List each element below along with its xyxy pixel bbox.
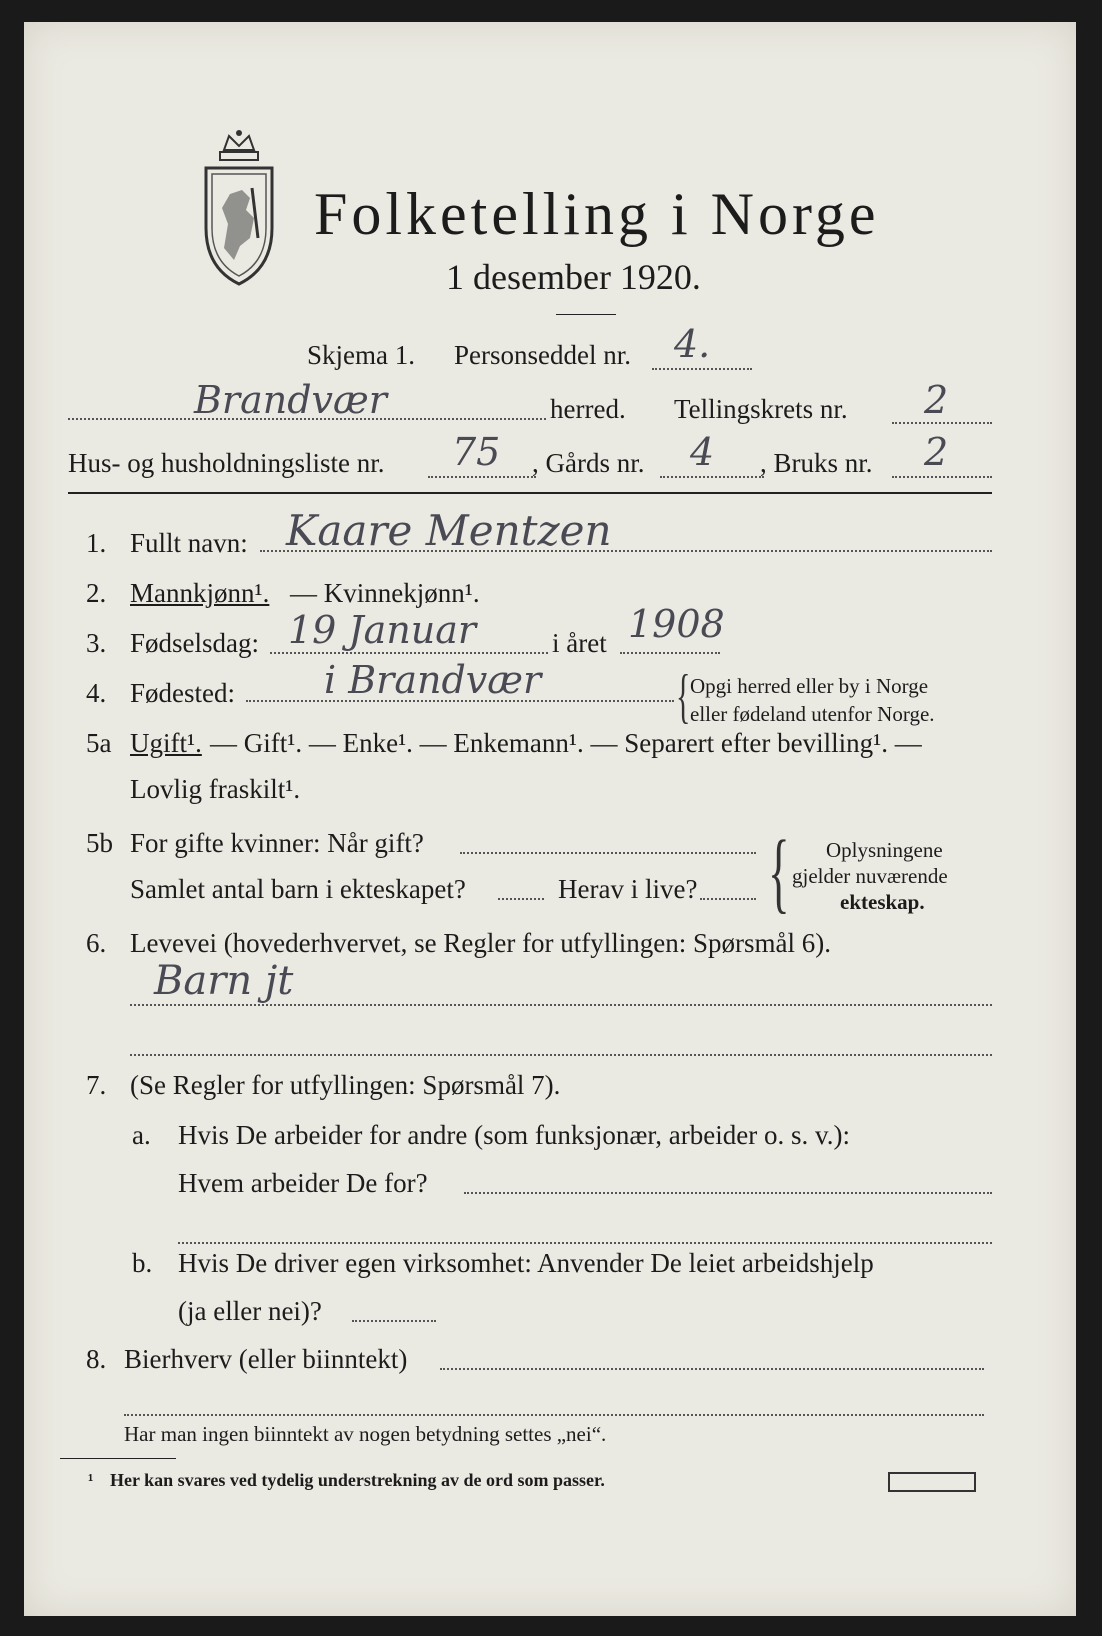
- q4-note-line2: eller fødeland utenfor Norge.: [690, 702, 935, 726]
- q7a-letter: a.: [132, 1120, 151, 1150]
- census-date: 1 desember 1920.: [446, 257, 701, 297]
- q6-number: 6.: [86, 928, 107, 958]
- q4-label: Fødested:: [130, 678, 235, 708]
- q7b-line2: (ja eller nei)?: [178, 1296, 322, 1326]
- q7a-line1: Hvis De arbeider for andre (som funksjonær, arbeider o. s. v.):: [178, 1120, 850, 1150]
- marital-fraskilt-option[interactable]: Lovlig fraskilt¹.: [130, 774, 301, 804]
- q5b-note-line1: Oplysningene: [826, 838, 943, 862]
- birthplace-value[interactable]: i Brandvær: [324, 658, 542, 702]
- tellingskrets-label: Tellingskrets nr.: [674, 394, 848, 424]
- marital-ugift-option[interactable]: Ugift¹.: [130, 728, 202, 758]
- husliste-value[interactable]: 75: [452, 430, 501, 474]
- q5b-line2b: Herav i live?: [558, 874, 698, 904]
- bruks-label: , Bruks nr.: [760, 448, 873, 478]
- q4-number: 4.: [86, 678, 107, 708]
- q5b-number: 5b: [86, 828, 113, 858]
- personseddel-value[interactable]: 4.: [674, 322, 711, 366]
- q7a-line2: Hvem arbeider De for?: [178, 1168, 428, 1198]
- q3-year-label: i året: [552, 628, 607, 658]
- header-rule: [68, 492, 992, 494]
- footnote-rule: [60, 1458, 176, 1459]
- q5b-note-line2: gjelder nuværende: [792, 864, 948, 888]
- q8-number: 8.: [86, 1344, 107, 1374]
- herred-label: herred.: [550, 394, 626, 424]
- hired-help-field[interactable]: [352, 1320, 436, 1322]
- personseddel-label: Personseddel nr.: [454, 340, 631, 370]
- q7-label: (Se Regler for utfyllingen: Spørsmål 7).: [130, 1070, 561, 1100]
- footnote-text: Her kan svares ved tydelig understrekning av de ord som passer.: [110, 1470, 605, 1490]
- employer-field[interactable]: [464, 1192, 992, 1194]
- gards-value[interactable]: 4: [690, 430, 715, 474]
- skjema-label: Skjema 1.: [307, 340, 415, 370]
- birth-day-value[interactable]: 19 Januar: [288, 608, 477, 652]
- gards-label: , Gårds nr.: [532, 448, 645, 478]
- q8-label: Bierhverv (eller biinntekt): [124, 1344, 408, 1374]
- tellingskrets-value[interactable]: 2: [924, 378, 949, 422]
- q6-label: Levevei (hovederhvervet, se Regler for utfyllingen: Spørsmål 6).: [130, 928, 832, 958]
- q5a-number: 5a: [86, 728, 112, 758]
- side-income-field[interactable]: [440, 1368, 984, 1370]
- census-form: [24, 22, 1076, 1616]
- title-divider: [556, 314, 616, 315]
- bruks-value[interactable]: 2: [924, 430, 949, 474]
- q7b-line1: Hvis De driver egen virksomhet: Anvender De leiet arbeidshjelp: [178, 1248, 874, 1278]
- brace-icon: {: [768, 823, 790, 922]
- q5b-note-line3: ekteskap.: [840, 890, 925, 914]
- sex-female-option[interactable]: — Kvinnekjønn¹.: [290, 578, 480, 608]
- herred-value[interactable]: Brandvær: [194, 378, 387, 422]
- q8-note: Har man ingen biinntekt av nogen betydning settes „nei“.: [124, 1422, 607, 1446]
- q3-label: Fødselsdag:: [130, 628, 260, 658]
- q5b-line1: For gifte kvinner: Når gift?: [130, 828, 424, 858]
- marital-other-options[interactable]: — Gift¹. — Enke¹. — Enkemann¹. — Separert efter bevilling¹. —: [210, 728, 922, 758]
- q3-number: 3.: [86, 628, 107, 658]
- q5b-line2a: Samlet antal barn i ekteskapet?: [130, 874, 466, 904]
- husliste-label: Hus- og husholdningsliste nr.: [68, 448, 385, 478]
- q1-label: Fullt navn:: [130, 528, 248, 558]
- occupation-value[interactable]: Barn jt: [154, 958, 294, 1004]
- q1-number: 1.: [86, 528, 107, 558]
- q7b-letter: b.: [132, 1248, 153, 1278]
- full-name-value[interactable]: Kaare Mentzen: [286, 506, 612, 555]
- printer-stamp-icon: [888, 1472, 976, 1492]
- birth-year-value[interactable]: 1908: [628, 602, 725, 646]
- footnote-marker: ¹: [88, 1470, 94, 1490]
- brace-icon: {: [676, 663, 691, 729]
- q7-number: 7.: [86, 1070, 107, 1100]
- q4-note-line1: Opgi herred eller by i Norge: [690, 674, 929, 698]
- q2-number: 2.: [86, 578, 107, 608]
- sex-male-option[interactable]: Mannkjønn¹.: [130, 578, 270, 608]
- form-title: Folketelling i Norge: [314, 181, 880, 247]
- norway-coat-of-arms-icon: [194, 128, 284, 288]
